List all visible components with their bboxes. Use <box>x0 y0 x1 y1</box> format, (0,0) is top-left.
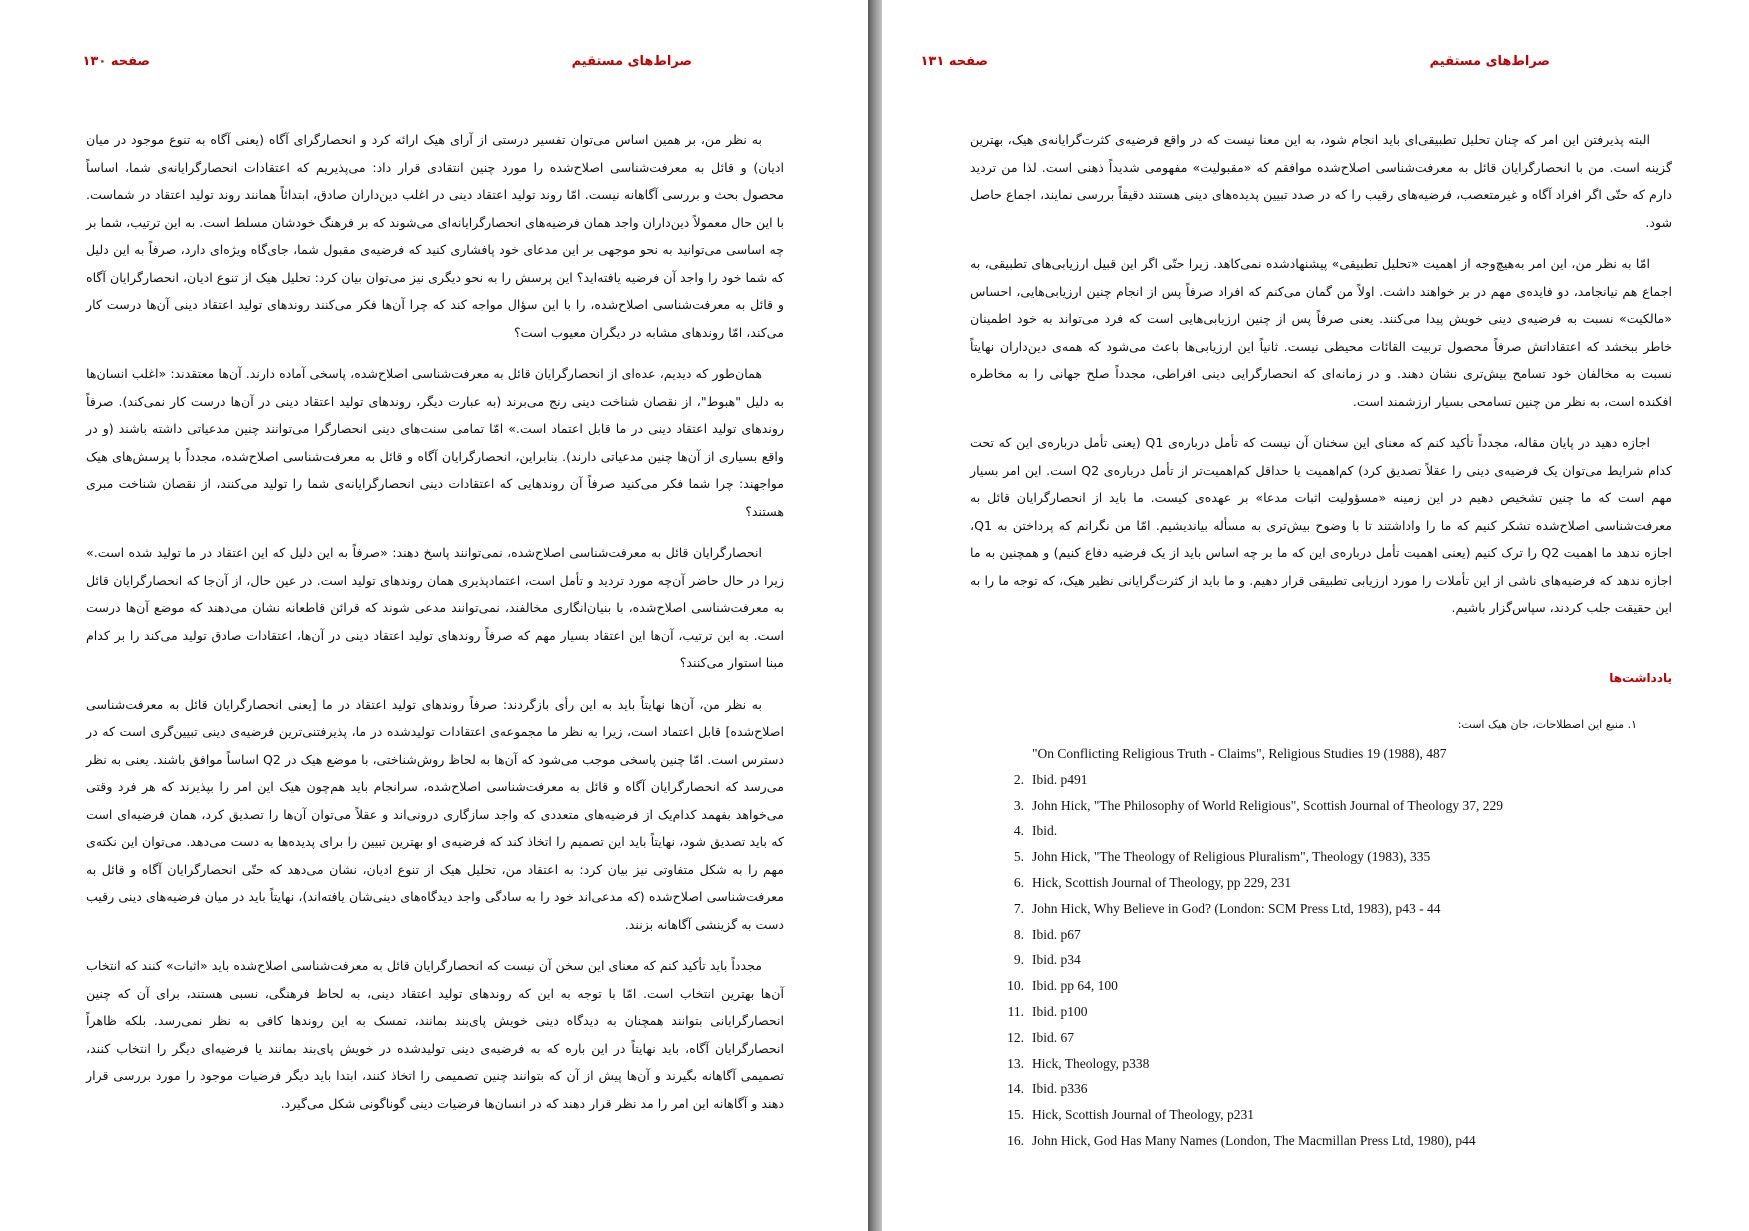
footnote-item: 3. John Hick, "The Philosophy of World Religious", Scottish Journal of Theology 37, 229 <box>1013 797 1504 813</box>
footnote-item: 15. Hick, Scottish Journal of Theology, p231 <box>1007 1107 1254 1123</box>
footnote-text: John Hick, Why Believe in God? (London: SCM Press Ltd, 1983), p43 - 44 <box>1032 900 1441 916</box>
footnote-item: 6. Hick, Scottish Journal of Theology, pp 229, 231 <box>1013 874 1292 890</box>
note-1-intro: ۱. منبع این اصطلاحات، جان هیک است: <box>1457 718 1637 731</box>
footnote-text: Ibid. p336 <box>1032 1081 1088 1097</box>
footnote-text: Ibid. p491 <box>1032 771 1088 787</box>
left-page-body <box>86 126 784 1131</box>
paragraph: البته پذیرفتن این امر که چنان تحلیل تطبیقی‌ای باید انجام شود، به این معنا نیست که در واقع فرضیه‌ی کثرت‌گرایانه‌ی هیک، بهترین گزینه است. من با انحصارگرایان قائل به معرفت‌شناسی اصلاح‌شده موافقم که «مقبولیت» مفهومی شدیداً ذهنی است. لذا من تردید دارم که حتّی اگر افراد آگاه و غیرمتعصب، فرضیه‌های رقیب را که در صدد تبیین پدیده‌های دینی هستند دقیقاً بررسی نمایند، اجماع حاصل شود. <box>970 132 1672 230</box>
footnote-text: Ibid. p34 <box>1032 952 1081 968</box>
paragraph: به نظر من، آن‌ها نهایتاً باید به این رأی بازگردند: صرفاً روندهای تولید اعتقاد در ما [یعنی انحصارگرایان قائل به معرفت‌شناسی اصلاح‌شده] قابل اعتماد است، زیرا به نظر ما مجموعه‌ی اعتقادات تولیدشده در ما، پذیرفتنی‌ترین فرضیه‌ی دینی تبیین‌گری است که در دسترس است. امّا چنین پاسخی موجب می‌شود که آن‌ها به لحاظ روش‌شناختی، با موضع هیک در Q2 اساساً موافق باشند. یعنی به نظر می‌رسد که انحصارگرایان آگاه و قائل به معرفت‌شناسی اصلاح‌شده، سرانجام باید هم‌چون هیک این امر را بپذیرند که هر فرد وقتی می‌خواهد بفهمد کدام‌یک از فرضیه‌های متعددی که واجد سازگاری درونی‌اند و عقلاً می‌توان آن‌ها را تصدیق کرد، همان فرضیه‌ای است که باید تصدیق شود، نهایتاً باید این تصمیم را اتخاذ کند که فرضیه‌ی او بهترین تبیین را برای پدیده‌ها به دست می‌دهد. می‌توان این نکته‌ی مهم را به شکل متفاوتی نیز بیان کرد: به اعتقاد من، تحلیل هیک از تنوع ادیان، نشان می‌دهد که حتّی انحصارگرایان آگاه و قائل به معرفت‌شناسی اصلاح‌شده (که مدعی‌اند خود را به سادگی واجد دیدگاه‌های دینی‌شان یافته‌اند)، نهایتاً باید در میان فرضیه‌های دینی رقیب دست به گزینشی آگاهانه بزنند. <box>86 696 784 932</box>
right-page <box>882 0 1749 1231</box>
left-header-title: صراط‌های مستقیم <box>571 54 692 69</box>
footnote-text: Ibid. p67 <box>1032 926 1081 942</box>
paragraph: اجازه دهید در پایان مقاله، مجدداً تأکید کنم که معنای این سخنان آن نیست که تأمل درباره‌ی Q1 (یعنی تأمل درباره‌ی این که تحت کدام شرایط می‌توان یک فرضیه‌ی دینی را عقلاً تصدیق کرد) کم‌اهمیت یا حداقل کم‌اهمیت‌تر از تأمل درباره‌ی Q2 است. این امر بسیار مهم است که ما چنین تشخیص دهیم در این زمینه «مسؤولیت اثبات مدعا» بر عهده‌ی کیست. ما باید از انحصارگرایان قائل به معرفت‌شناسی اصلاح‌شده تشکر کنیم که ما را واداشتند تا با وضوح بیش‌تری به مسأله بیاندیشیم. امّا من نگرانم که پرداختن به Q1، اجازه ندهد ما اهمیت Q2 را ترک کنیم (یعنی اهمیت تأمل درباره‌ی این که ما بر چه اساس باید از یک فرضیه دفاع کنیم) و همچنین به ما اجازه ندهد که فرضیه‌های ناشی از این تأملات را مورد ارزیابی تطبیقی قرار دهیم. و ما باید از کثرت‌گرایانی نظیر هیک، که توجه ما را به این حقیقت جلب کردند، سپاس‌گزار باشیم. <box>970 435 1672 615</box>
right-page-body <box>970 126 1672 636</box>
footnote-item: 7. John Hick, Why Believe in God? (London: SCM Press Ltd, 1983), p43 - 44 <box>1013 900 1441 916</box>
footnote-text: Hick, Theology, p338 <box>1032 1055 1150 1071</box>
footnote-text: Ibid. p100 <box>1032 1003 1088 1019</box>
footnote-text: Ibid. 67 <box>1032 1029 1074 1045</box>
footnote-item: 14. Ibid. p336 <box>1007 1081 1088 1097</box>
footnote-item: 11. Ibid. p100 <box>1007 1003 1088 1019</box>
footnote-item: 8. Ibid. p67 <box>1013 926 1081 942</box>
paragraph: همان‌طور که دیدیم، عده‌ای از انحصارگرایان قائل به معرفت‌شناسی اصلاح‌شده، پاسخی آماده دارند. آن‌ها معتقدند: «اغلب انسان‌ها به دلیل "هبوط"، از نقصان شناخت دینی رنج می‌برند (به عبارت دیگر، روندهای تولید اعتقاد دینی در آن‌ها درست کار نمی‌کند). صرفاً روندهای تولید اعتقاد دینی در ما قابل اعتماد است.» امّا تمامی سنت‌های دینی انحصارگرا می‌توانند چنین مدعیاتی داشته باشند (و در واقع بسیاری از آن‌ها چنین مدعیاتی دارند). بنابراین، انحصارگرایان آگاه و قائل به معرفت‌شناسی اصلاح‌شده، مجدداً با پرسش‌های هیک مواجهند: چرا شما فکر می‌کنید صرفاً آن روندهایی که اعتقادات دینی انحصارگرایانه‌ی شما را تولید می‌کنند، از نقصان شناخت مبری هستند؟ <box>86 366 784 519</box>
footnote-text: John Hick, God Has Many Names (London, The Macmillan Press Ltd, 1980), p44 <box>1032 1132 1476 1148</box>
left-page <box>0 0 868 1231</box>
paragraph: به نظر من، بر همین اساس می‌توان تفسیر درستی از آرای هیک ارائه کرد و انحصارگرای آگاه (یعنی آگاه به تنوع موجود در میان ادیان) و قائل به معرفت‌شناسی اصلاح‌شده را مورد چنین انتقادی قرار داد: می‌پذیریم که اعتقادات انحصارگرایانه‌ی شما، اساساً محصول بحث و بررسی آگاهانه نیست. امّا روند تولید اعتقاد دینی در اغلب دین‌داران صادق، ابتدائاً همانند روند تولید اعتقاد در شماست. با این حال معمولاً دین‌داران واجد همان فرضیه‌های انحصارگرایانه‌ای می‌شوند که بر فرهنگ خودشان مسلط است. به این ترتیب، شما بر چه اساسی می‌توانید به نحو موجهی بر این مدعای خود پافشاری کنید که فرضیه‌ی مقبول شما، جای‌گاه ویژه‌ای دارد، صرفاً به این دلیل که شما خود را واجد آن فرضیه یافته‌اید؟ این پرسش را به نحو دیگری نیز می‌توان بیان کرد: تحلیل هیک از تنوع ادیان، انحصارگرایان آگاه و قائل به معرفت‌شناسی اصلاح‌شده، را با این سؤال مواجه کند که چرا آن‌ها فکر می‌کنند روندهای تولید اعتقاد دینی آن‌ها درست کار می‌کند، امّا روندهای مشابه در دیگران معیوب است؟ <box>86 132 784 340</box>
footnote-item: 9. Ibid. p34 <box>1013 952 1081 968</box>
paragraph: امّا به نظر من، این امر به‌هیچ‌وجه از اهمیت «تحلیل تطبیقی» پیشنهادشده نمی‌کاهد. زیرا حتّی اگر این قبیل ارزیابی‌های تطبیقی، به اجماع هم نیانجامد، دو فایده‌ی مهم در بر خواهند داشت. اولاً من گمان می‌کنم که افراد صرفاً پس از انجام چنین ارزیابی‌هایی، احساس «مالکیت» نسبت به فرضیه‌ی دینی خویش پیدا می‌کنند. یعنی صرفاً پس از چنین ارزیابی‌هایی است که فرد می‌تواند به خود اطمینان خاطر ببخشد که اعتقاداتش صرفاً محصول تربیت القائات محیطی نیست. ثانیاً این ارزیابی‌ها باعث می‌شود که همه‌ی دین‌داران نهایتاً نسبت به مخالفان خود تسامح بیش‌تری نشان دهند. و در زمانه‌ای که انحصارگرایی دینی افراطی، مجدداً صلح جهانی را به مخاطره افکنده است، به نظر من چنین تسامحی بسیار ارزشمند است. <box>970 256 1672 409</box>
notes-heading: یادداشت‌ها <box>1609 671 1672 685</box>
footnote-item: 2. Ibid. p491 <box>1013 771 1088 787</box>
footnote-item: 10. Ibid. pp 64, 100 <box>1007 978 1118 994</box>
footnote-text: Hick, Scottish Journal of Theology, pp 229, 231 <box>1032 874 1292 890</box>
footnote-text: John Hick, "The Philosophy of World Religious", Scottish Journal of Theology 37, 229 <box>1032 797 1504 813</box>
footnote-item: 16. John Hick, God Has Many Names (London, The Macmillan Press Ltd, 1980), p44 <box>1007 1132 1476 1148</box>
paragraph: انحصارگرایان قائل به معرفت‌شناسی اصلاح‌شده، نمی‌توانند پاسخ دهند: «صرفاً به این دلیل که این اعتقاد در ما تولید شده است.» زیرا در حال حاضر آن‌چه مورد تردید و تأمل است، اعتمادپذیری همان روندهای تولید است. در عین حال، از آن‌جا که انحصارگرایان قائل به معرفت‌شناسی اصلاح‌شده، با بنیان‌انگاری مخالفند، نمی‌توانند مدعی شوند که قرائن قاطعانه نشان می‌دهند که موضع آن‌ها درست است. به این ترتیب، آن‌ها این اعتقاد بسیار مهم که صرفاً روندهای تولید اعتقاد دینی در آن‌ها، اعتقادات صادق تولید می‌کند را بر کدام مبنا استوار می‌کنند؟ <box>86 545 784 670</box>
right-header-title: صراط‌های مستقیم <box>1429 54 1550 69</box>
footnote-item: 12. Ibid. 67 <box>1007 1029 1074 1045</box>
paragraph: مجدداً باید تأکید کنم که معنای این سخن آن نیست که انحصارگرایان قائل به معرفت‌شناسی اصلاح‌شده باید «اثبات» کنند که انتخاب آن‌ها بهترین انتخاب است. امّا با توجه به این که روندهای تولید اعتقاد دینی، به لحاظ فرهنگی، نسبی هستند، برای آن که چنین انحصارگرایانی بتوانند همچنان به دیدگاه دینی خویش پای‌بند بمانند، تمسک به این روندها کافی به نظر نمی‌رسد. بلکه ظاهراً انحصارگرایان آگاه، باید نهایتاً در این باره که به فرضیه‌ی دینی تولیدشده در خویش پای‌بند بمانند یا فرضیه‌ای دیگر را انتخاب کنند، تصمیمی آگاهانه بگیرند و آن‌ها پیش از آن که بتوانند چنین تصمیمی را اتخاذ کنند، ابتدا باید دیگر فرضیات موجود را مورد بررسی قرار دهند و آگاهانه این امر را مد نظر قرار دهند که در انسان‌ها فرضیات دینی گوناگونی شکل می‌گیرد. <box>86 958 784 1111</box>
left-header-page-number: صفحه ۱۳۰ <box>82 54 150 69</box>
footnote-item: 5. John Hick, "The Theology of Religious Pluralism", Theology (1983), 335 <box>1013 849 1431 865</box>
footnote-text: John Hick, "The Theology of Religious Pluralism", Theology (1983), 335 <box>1032 849 1431 865</box>
footnote-text: "On Conflicting Religious Truth - Claims", Religious Studies 19 (1988), 487 <box>1032 746 1447 761</box>
footnote-item <box>1002 741 1503 767</box>
footnote-text: Ibid. pp 64, 100 <box>1032 978 1118 994</box>
footnote-item: 4. Ibid. <box>1013 823 1058 839</box>
footnote-text: Hick, Scottish Journal of Theology, p231 <box>1032 1107 1254 1123</box>
right-header-page-number: صفحه ۱۳۱ <box>920 54 988 69</box>
footnotes-list <box>1002 741 1503 1154</box>
footnote-item: 13. Hick, Theology, p338 <box>1007 1055 1150 1071</box>
book-gutter <box>868 0 882 1231</box>
footnote-text: Ibid. <box>1032 823 1058 839</box>
